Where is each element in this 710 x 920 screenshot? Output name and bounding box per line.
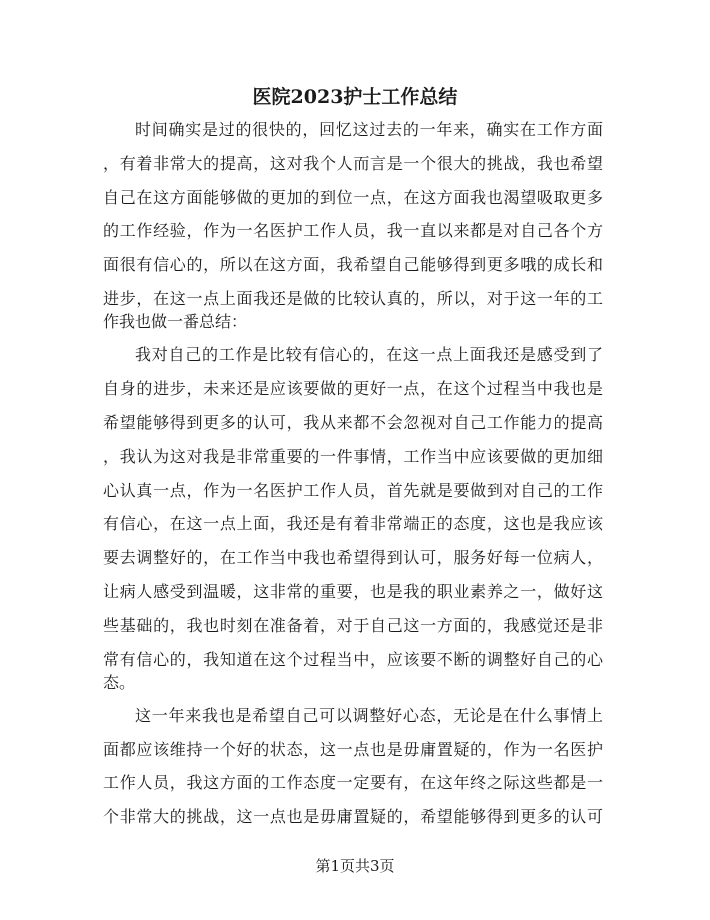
paragraph-line: 作我也做一番总结：	[103, 312, 248, 331]
paragraph-line: 常有信心的，我知道在这个过程当中，应该要不断的调整好自己的心	[103, 650, 603, 669]
paragraph-line: 希望能够得到更多的认可，我从来都不会忽视对自己工作能力的提高	[103, 413, 603, 432]
paragraph-line: ，我认为这对我是非常重要的一件事情，工作当中应该要做的更加细	[103, 447, 603, 466]
paragraph-line: 自身的进步，未来还是应该要做的更好一点，在这个过程当中我也是	[103, 379, 603, 398]
paragraph-line: 面都应该维持一个好的状态，这一点也是毋庸置疑的，作为一名医护	[103, 740, 603, 759]
paragraph-line: 这一年来我也是希望自己可以调整好心态，无论是在什么事情上	[135, 706, 603, 725]
paragraph-line: 自己在这方面能够做的更加的到位一点，在这方面我也渴望吸取更多	[103, 188, 603, 207]
paragraph-line: 有信心，在这一点上面，我还是有着非常端正的态度，这也是我应该	[103, 514, 603, 533]
paragraph-line: 工作人员，我这方面的工作态度一定要有，在这年终之际这些都是一	[103, 773, 603, 792]
paragraph-line: 要去调整好的，在工作当中我也希望得到认可，服务好每一位病人，	[103, 548, 603, 567]
document-title: 医院2023护士工作总结	[252, 86, 458, 108]
paragraph-line: 我对自己的工作是比较有信心的，在这一点上面我还是感受到了	[135, 345, 603, 364]
paragraph-line: 些基础的，我也时刻在准备着，对于自己这一方面的，我感觉还是非	[103, 616, 603, 635]
paragraph-line: 让病人感受到温暖，这非常的重要，也是我的职业素养之一，做好这	[103, 582, 603, 601]
paragraph-line: 面很有信心的，所以在这方面，我希望自己能够得到更多哦的成长和	[103, 255, 603, 274]
paragraph-line: 心认真一点，作为一名医护工作人员，首先就是要做到对自己的工作	[103, 481, 603, 500]
page-number-footer: 第1页共3页	[315, 857, 395, 875]
paragraph-line: 时间确实是过的很快的，回忆这过去的一年来，确实在工作方面	[135, 120, 603, 139]
paragraph-line: 的工作经验，作为一名医护工作人员，我一直以来都是对自己各个方	[103, 221, 603, 240]
paragraph-line: 态。	[103, 673, 136, 692]
paragraph-line: 个非常大的挑战，这一点也是毋庸置疑的，希望能够得到更多的认可	[103, 807, 603, 826]
paragraph-line: ，有着非常大的提高，这对我个人而言是一个很大的挑战，我也希望	[103, 154, 603, 173]
paragraph-line: 进步，在这一点上面我还是做的比较认真的，所以，对于这一年的工	[103, 289, 603, 308]
